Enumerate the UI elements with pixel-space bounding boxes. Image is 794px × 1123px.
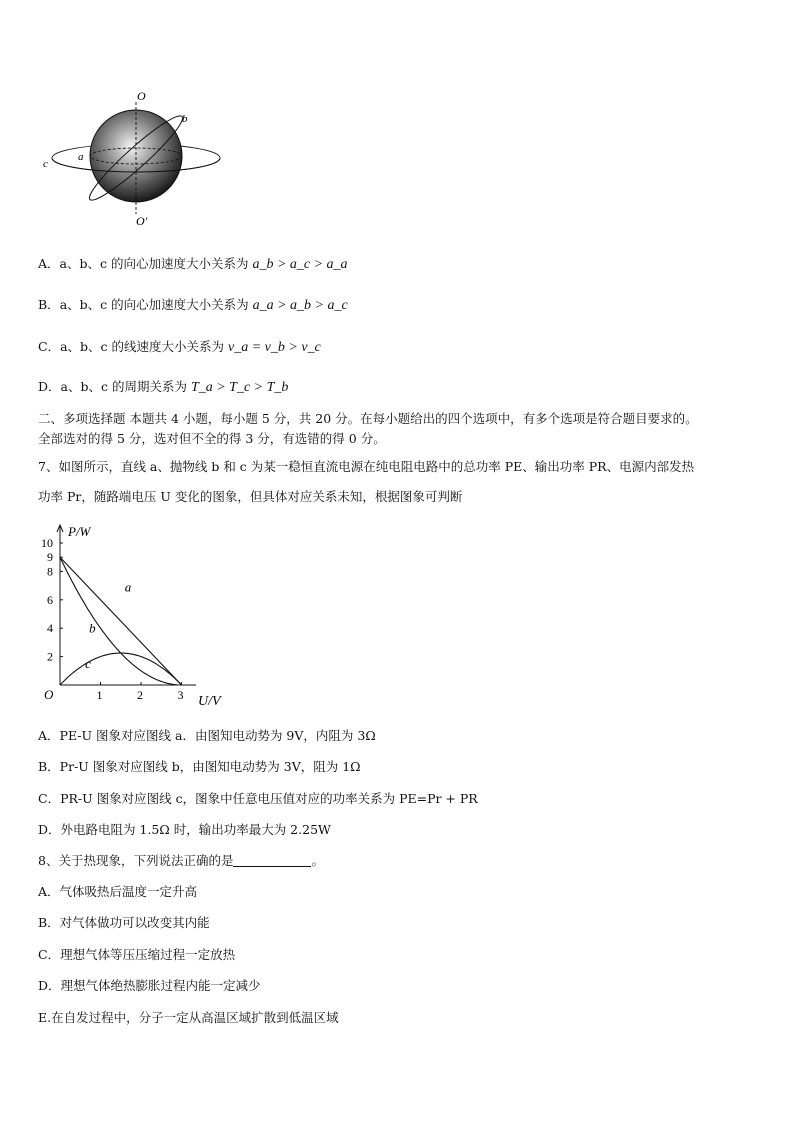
q6-option-a: A．a、b、c 的向心加速度大小关系为 a_b > a_c > a_a (38, 256, 348, 272)
q6-option-b: B．a、b、c 的向心加速度大小关系为 a_a > a_b > a_c (38, 297, 348, 313)
y-tick-label: 2 (47, 649, 53, 664)
label-axis-bottom: O' (136, 214, 148, 228)
y-tick-label: 10 (41, 536, 53, 550)
q8-option-a: A．气体吸热后温度一定升高 (38, 884, 198, 899)
q6-option-c-math: v_a = v_b > v_c (228, 340, 321, 355)
y-axis-label: P/W (68, 524, 91, 539)
q8-option-c: C．理想气体等压压缩过程一定放热 (38, 947, 236, 962)
q6-option-b-math: a_a > a_b > a_c (252, 298, 348, 313)
series-c-label: c (85, 655, 91, 671)
q6-option-a-math: a_b > a_c > a_a (252, 257, 348, 272)
earth-orbit-figure (40, 88, 230, 228)
y-tick-label: 8 (47, 564, 53, 579)
q8-stem: 8、关于热现象，下列说法正确的是 。 (38, 853, 324, 868)
x-tick-label: 1 (96, 688, 103, 702)
label-c: c (43, 158, 48, 170)
x-axis-label: U/V (198, 694, 221, 709)
series-a-label: a (124, 579, 132, 595)
q6-option-d: D．a、b、c 的周期关系为 T_a > T_c > T_b (38, 379, 289, 395)
q7-stem-line2: 功率 Pr，随路端电压 U 变化的图象，但具体对应关系未知，根据图象可判断 (38, 489, 463, 504)
y-tick-label: 6 (47, 592, 53, 607)
x-tick-label: 3 (177, 688, 184, 702)
q7-option-d: D．外电路电阻为 1.5Ω 时，输出功率最大为 2.25W (38, 822, 331, 837)
x-tick-label: 2 (137, 688, 143, 702)
q8-option-e: E.在自发过程中，分子一定从高温区域扩散到低温区域 (38, 1010, 339, 1025)
q7-option-a: A．PE-U 图象对应图线 a．由图知电动势为 9V，内阻为 3Ω (38, 728, 376, 743)
section2-line2: 全部选对的得 5 分，选对但不全的得 3 分，有选错的得 0 分。 (38, 431, 386, 446)
origin-label: O (44, 687, 54, 702)
y-tick-label: 9 (47, 550, 53, 565)
series-a-line (60, 557, 182, 685)
label-a: a (78, 151, 84, 163)
section2-line1: 二、多项选择题 本题共 4 小题，每小题 5 分，共 20 分。在每小题给出的四个选项中，有多个选项是符合题目要求的。 (38, 411, 698, 426)
answer-blank (233, 854, 311, 867)
q7-stem-line1: 7、如图所示，直线 a、抛物线 b 和 c 为某一稳恒直流电源在纯电阻电路中的总功率 PE、输出功率 PR、电源内部发热 (38, 459, 695, 474)
power-voltage-chart (38, 522, 238, 712)
series-b-label: b (89, 620, 96, 636)
y-tick-label: 4 (47, 621, 53, 636)
q7-option-c: C．PR-U 图象对应图线 c，图象中任意电压值对应的功率关系为 PE=Pr + PR (38, 791, 478, 806)
series-c-line (60, 653, 182, 685)
label-axis-top: O (137, 89, 146, 103)
q8-option-b: B．对气体做功可以改变其内能 (38, 915, 210, 930)
q6-option-d-math: T_a > T_c > T_b (190, 380, 289, 395)
q7-option-b: B．Pr-U 图象对应图线 b，由图知电动势为 3V，阻为 1Ω (38, 759, 361, 774)
q8-option-d: D．理想气体绝热膨胀过程内能一定减少 (38, 978, 261, 993)
label-b: b (182, 113, 188, 125)
q6-option-c: C．a、b、c 的线速度大小关系为 v_a = v_b > v_c (38, 339, 321, 355)
